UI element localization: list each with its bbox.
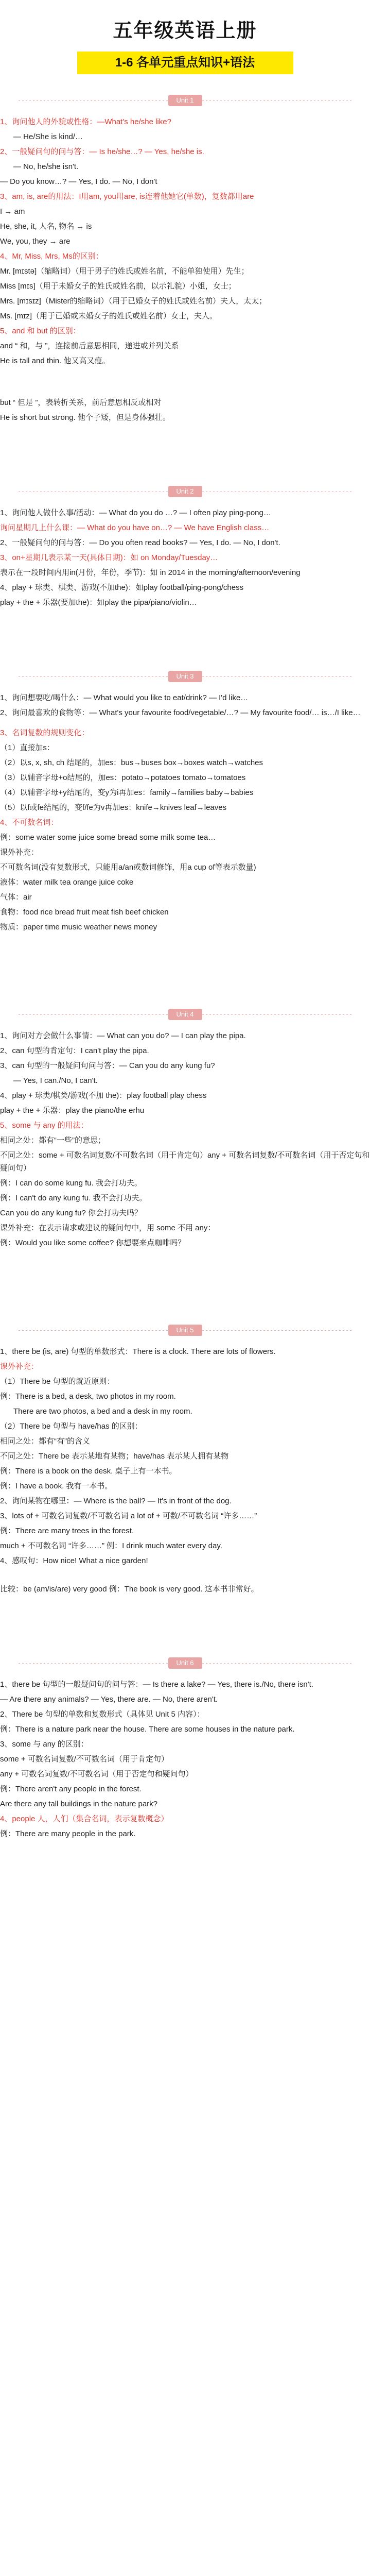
page-subtitle: 1-6 各单元重点知识+语法	[77, 52, 293, 74]
unit-6-section	[0, 1677, 370, 1841]
unit-3-line: 物质：paper time music weather news money	[0, 923, 157, 931]
unit-3-line: 不可数名词(没有复数形式，只能用a/an或数词修饰，用a cup of等表示数量)	[0, 863, 256, 872]
unit-3-line: 3、名词复数的规则变化：	[0, 728, 90, 737]
unit-1-section	[0, 114, 370, 425]
unit-6-line: 3、some 与 any 的区别：	[0, 1740, 89, 1749]
unit-1-line: and “ 和，与 ”，连接前后意思相同，递进或并列关系	[0, 342, 179, 350]
unit-5-section	[0, 1344, 370, 1597]
unit-2-line: 3、on+星期几表示某一天(具体日期)：如 on Monday/Tuesday…	[0, 553, 218, 562]
unit-4-line: 5、some 与 any 的用法：	[0, 1121, 89, 1130]
unit-3-line: 4、不可数名词：	[0, 818, 59, 827]
unit-5-line: 例：I have a book. 我有一本书。	[0, 1482, 113, 1490]
unit-4-line: Can you do any kung fu? 你会打功夫吗？	[0, 1209, 142, 1217]
unit-1-tag: Unit 1	[168, 95, 202, 106]
unit-1-line: He, she, it, 人名, 物名 → is	[0, 222, 92, 231]
unit-5-divider	[19, 1321, 351, 1339]
unit-3-line: （1）直接加s：	[0, 743, 55, 752]
unit-3-divider	[19, 668, 351, 685]
unit-2-line: 1、询问他人做什么事/活动：— What do you do …? — I often play ping-pong…	[0, 509, 271, 517]
unit-3-line: 课外补充：	[0, 848, 39, 857]
unit-3-line: 气体：air	[0, 893, 32, 902]
unit-6-line: 例：There aren't any people in the forest.	[0, 1785, 142, 1793]
unit-1-line: He is tall and thin. 他又高又瘦。	[0, 357, 110, 365]
unit-5-line: 课外补充：	[0, 1362, 39, 1371]
unit-3-line: （4）以辅音字母+y结尾的，变y为i再加es：family→families baby→babies	[0, 788, 254, 797]
unit-5-line: 3、lots of + 可数名词复数/不可数名词 a lot of + 可数/不可数名词 “许多……”	[0, 1512, 257, 1520]
unit-1-line: 1、询问他人的外貌或性格：—What's he/she like?	[0, 117, 171, 126]
unit-6-divider	[19, 1654, 351, 1672]
unit-2-line: 4、play + 球类、棋类、游戏(不加the)：如play football/ping-pong/chess	[0, 583, 244, 592]
unit-6-tag: Unit 6	[168, 1657, 202, 1669]
unit-5-line: 不同之处：There be 表示某地有某物；have/has 表示某人拥有某物	[0, 1452, 229, 1461]
unit-3-line: （5）以f或fe结尾的，变f/fe为v再加es：knife→knives leaf→leaves	[0, 803, 227, 812]
unit-4-line: play + the + 乐器：play the piano/the erhu	[0, 1106, 145, 1115]
unit-3-line: （2）以s, x, sh, ch 结尾的，加es：bus→buses box→boxes watch→watches	[0, 758, 263, 767]
unit-6-line: Are there any tall buildings in the nature park?	[0, 1800, 158, 1808]
unit-3-tag: Unit 3	[168, 671, 202, 682]
page-title: 五年级英语上册	[113, 20, 257, 42]
unit-4-divider	[19, 1006, 351, 1023]
unit-1-line: — Do you know…? — Yes, I do. — No, I don't	[0, 177, 157, 186]
unit-5-line: There are two photos, a bed and a desk in my room.	[13, 1407, 192, 1416]
unit-3-line: （3）以辅音字母+o结尾的，加es：potato→potatoes tomato→tomatoes	[0, 773, 246, 782]
unit-1-line: He is short but strong. 他个子矮，但是身体强壮。	[0, 413, 170, 422]
unit-1-line: I → am	[0, 207, 25, 216]
unit-2-line: play + the + 乐器(要加the)：如play the pipa/piano/violin…	[0, 598, 197, 607]
unit-5-line: 例：There is a bed, a desk, two photos in my room.	[0, 1392, 176, 1401]
unit-4-tag: Unit 4	[168, 1009, 202, 1020]
unit-5-line: much + 不可数名词 “许多……” 例：I drink much water every day.	[0, 1541, 222, 1550]
unit-5-line: 相同之处：都有“有”的含义	[0, 1437, 90, 1446]
unit-3-section	[0, 690, 370, 935]
unit-1-line: Mrs. [mɪsɪz]（Mister的缩略词）（用于已婚女子的姓氏或姓名前）夫人，太太；	[0, 297, 267, 306]
unit-4-line: 4、play + 球类/棋类/游戏(不加 the)：play football play chess	[0, 1091, 207, 1100]
unit-5-line: 4、感叹句：How nice! What a nice garden!	[0, 1556, 148, 1565]
unit-3-line: 食物：food rice bread fruit meat fish beef chicken	[0, 908, 169, 917]
unit-3-line: 2、询问最喜欢的食物等：— What's your favourite food/vegetable/…? — My favourite food/… is…/I like…	[0, 708, 361, 717]
unit-1-line: — He/She is kind/…	[13, 132, 83, 141]
unit-3-line: 液体：water milk tea orange juice coke	[0, 878, 134, 887]
unit-2-line: 询问星期几上什么课：— What do you have on…? — We have English class…	[0, 523, 270, 532]
unit-4-line: 不同之处：some + 可数名词复数/不可数名词（用于肯定句）any + 可数名词复数/不可数名词（用于否定句和疑问句）	[0, 1151, 370, 1173]
unit-2-line: 2、一般疑问句的问与答：— Do you often read books? — Yes, I do. — No, I don't.	[0, 538, 280, 547]
unit-5-line: （1）There be 句型的就近原则：	[0, 1377, 115, 1386]
unit-1-line: — No, he/she isn't.	[13, 162, 79, 171]
unit-6-line: 例：There are many people in the park.	[0, 1829, 136, 1838]
unit-1-line: 3、am, is, are的用法：I用am, you用are, is连着他她它(单数)，复数都用are	[0, 192, 254, 201]
unit-1-line: Miss [mɪs]（用于未婚女子的姓氏或姓名前，以示礼貌）小姐，女士；	[0, 282, 236, 291]
unit-4-section	[0, 1028, 370, 1250]
unit-3-line: 1、询问想要吃/喝什么：— What would you like to eat/drink? — I'd like…	[0, 693, 249, 702]
unit-2-section	[0, 505, 370, 610]
unit-4-line: 例：I can do some kung fu. 我会打功夫。	[0, 1179, 142, 1188]
unit-4-line: 1、询问对方会做什么事情：— What can you do? — I can play the pipa.	[0, 1031, 246, 1040]
unit-6-line: 1、there be 句型的一般疑问句的问与答：— Is there a lake? — Yes, there is./No, there isn't.	[0, 1680, 313, 1689]
unit-4-line: 课外补充：在表示请求或建议的疑问句中，用 some 不用 any：	[0, 1224, 216, 1232]
unit-4-line: 3、can 句型的一般疑问句问与答：— Can you do any kung fu?	[0, 1061, 215, 1070]
unit-6-line: 4、people 人，人们（集合名词，表示复数概念）	[0, 1815, 169, 1823]
unit-5-line: 例：There are many trees in the forest.	[0, 1527, 134, 1535]
unit-5-line: 2、询问某物在哪里：— Where is the ball? — It's in front of the dog.	[0, 1497, 232, 1505]
unit-4-line: 例：Would you like some coffee? 你想要来点咖啡吗？	[0, 1239, 186, 1247]
unit-6-line: 2、There be 句型的单数和复数形式（具体见 Unit 5 内容）：	[0, 1710, 205, 1719]
unit-5-line: 例：There is a book on the desk. 桌子上有一本书。	[0, 1467, 177, 1476]
unit-6-line: any + 可数名词复数/不可数名词（用于否定句和疑问句）	[0, 1770, 193, 1778]
unit-2-tag: Unit 2	[168, 486, 202, 497]
unit-2-divider	[19, 483, 351, 500]
unit-6-line: 例：There is a nature park near the house. There are some houses in the nature park.	[0, 1725, 295, 1734]
unit-1-line: Mr. [mɪstə]（缩略词）（用于男子的姓氏或姓名前，不能单独使用）先生；	[0, 267, 249, 276]
unit-5-line: （2）There be 句型与 have/has 的区别：	[0, 1422, 143, 1431]
unit-1-line: 4、Mr, Miss, Mrs, Ms的区别：	[0, 252, 103, 261]
unit-5-line: 比较：be (am/is/are) very good 例：The book is very good. 这本书非常好。	[0, 1585, 259, 1594]
unit-1-line: We, you, they → are	[0, 237, 71, 246]
unit-5-line: 1、there be (is, are) 句型的单数形式：There is a clock. There are lots of flowers.	[0, 1347, 276, 1356]
unit-6-line: some + 可数名词复数/不可数名词（用于肯定句）	[0, 1755, 169, 1764]
unit-2-line: 表示在一段时间内用in(月份，年份，季节)：如 in 2014 in the morning/afternoon/evening	[0, 568, 301, 577]
unit-1-line: Ms. [mɪz]（用于已婚或未婚女子的姓氏或姓名前）女士，夫人。	[0, 312, 218, 320]
unit-5-tag: Unit 5	[168, 1325, 202, 1336]
unit-4-line: 例：I can't do any kung fu. 我不会打功夫。	[0, 1194, 147, 1202]
unit-1-divider	[19, 92, 351, 109]
unit-4-line: 2、can 句型的肯定句：I can't play the pipa.	[0, 1046, 149, 1055]
unit-4-line: 相同之处：都有“一些”的意思；	[0, 1136, 105, 1145]
unit-1-line: 5、and 和 but 的区别：	[0, 327, 81, 335]
unit-4-line: — Yes, I can./No, I can't.	[13, 1076, 98, 1085]
unit-1-line: but “ 但是 ”，表转折关系，前后意思相反或相对	[0, 398, 162, 407]
unit-3-line: 例：some water some juice some bread some milk some tea…	[0, 833, 216, 842]
unit-1-line: 2、一般疑问句的问与答：— Is he/she…? — Yes, he/she is.	[0, 147, 204, 156]
unit-6-line: — Are there any animals? — Yes, there are. — No, there aren't.	[0, 1695, 218, 1704]
